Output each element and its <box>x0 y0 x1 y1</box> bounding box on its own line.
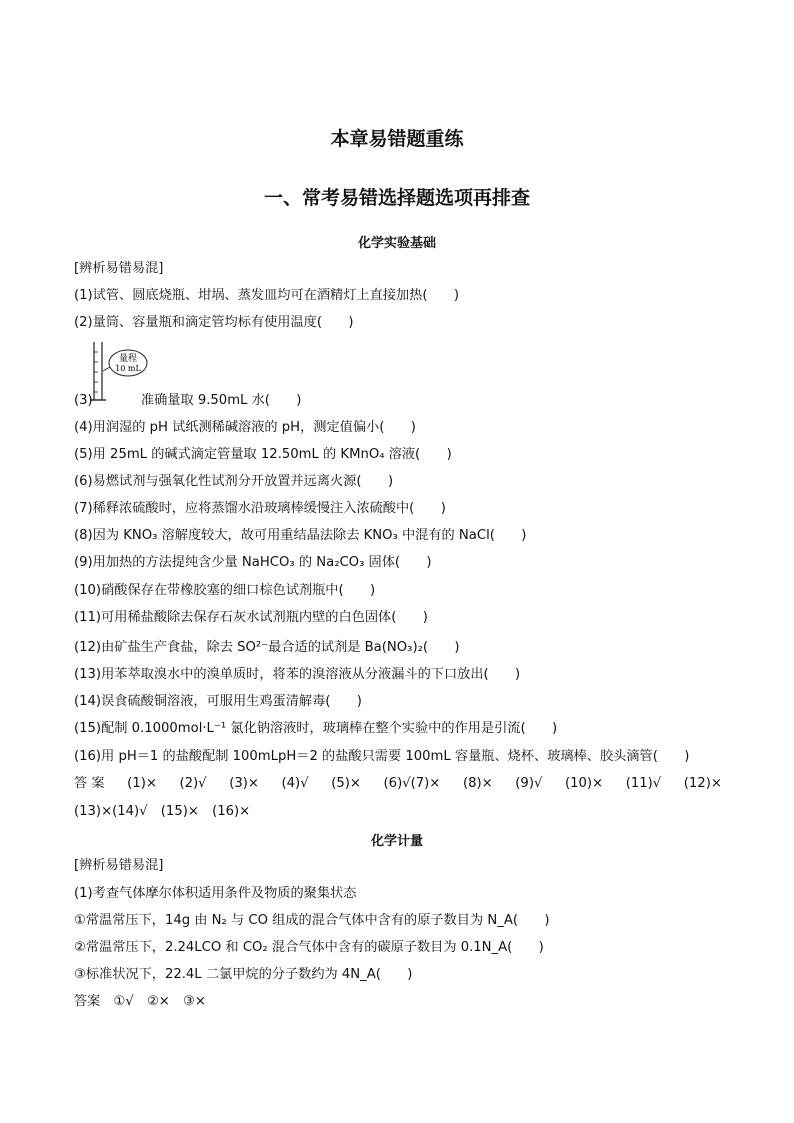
question-14: (14)误食硫酸铜溶液，可服用生鸡蛋清解毒( ) <box>74 694 362 709</box>
answer-cell: (12)× <box>683 776 722 791</box>
answer-key-row-2: (13)×(14)√ (15)× (16)× <box>74 804 251 819</box>
answer-cell: (4)√ <box>281 776 309 791</box>
answer-cell: (1)× <box>127 776 157 791</box>
answer-cell: (8)× <box>462 776 493 791</box>
question-6: (6)易燃试剂与强氧化性试剂分开放置并远离火源( ) <box>74 474 394 489</box>
question-4: (4)用润湿的 pH 试纸测稀碱溶液的 pH，测定值偏小( ) <box>74 420 416 435</box>
question-13: (13)用苯萃取溴水中的溴单质时，将苯的溴溶液从分液漏斗的下口放出( ) <box>74 667 521 682</box>
question-s2-1: (1)考查气体摩尔体积适用条件及物质的聚集状态 <box>74 886 357 901</box>
question-15: (15)配制 0.1000mol·L⁻¹ 氯化钠溶液时，玻璃棒在整个实验中的作用是引流( ) <box>74 721 558 736</box>
question-8: (8)因为 KNO₃ 溶解度较大，故可用重结晶法除去 KNO₃ 中混有的 NaCl( ) <box>74 528 527 543</box>
question-3: (3) 准确量取 9.50mL 水( ) <box>74 393 302 408</box>
answer-key-s2: 答案 ①√ ②× ③× <box>74 994 206 1009</box>
answer-cell: (3)× <box>229 776 259 791</box>
answer-cell: (10)× <box>564 776 604 791</box>
question-7: (7)稀释浓硫酸时，应将蒸馏水沿玻璃棒缓慢注入浓硫酸中( ) <box>74 501 446 516</box>
question-s2-1c: ③标准状况下，22.4L 二氯甲烷的分子数约为 4N_A( ) <box>74 967 413 982</box>
question-s2-1b: ②常温常压下，2.24LCO 和 CO₂ 混合气体中含有的碳原子数目为 0.1N_A( ) <box>74 940 544 955</box>
question-2: (2)量筒、容量瓶和滴定管均标有使用温度( ) <box>74 315 354 330</box>
question-11: (11)可用稀盐酸除去保存石灰水试剂瓶内壁的白色固体( ) <box>74 610 428 625</box>
question-16: (16)用 pH＝1 的盐酸配制 100mLpH＝2 的盐酸只需要 100mL 容量瓶、烧杯、玻璃棒、胶头滴管( ) <box>74 749 690 764</box>
question-10: (10)硝酸保存在带橡胶塞的细口棕色试剂瓶中( ) <box>74 583 376 598</box>
section-heading-experiment: 化学实验基础 <box>357 236 436 251</box>
cylinder-label-volume: 10 mL <box>115 364 141 373</box>
question-5: (5)用 25mL 的碱式滴定管量取 12.50mL 的 KMnO₄ 溶液( ) <box>74 447 452 462</box>
question-1: (1)试管、圆底烧瓶、坩埚、蒸发皿均可在酒精灯上直接加热( ) <box>74 288 460 303</box>
answer-cell: (9)√ <box>515 776 543 791</box>
question-12: (12)由矿盐生产食盐，除去 SO²⁻最合适的试剂是 Ba(NO₃)₂( ) <box>74 640 460 655</box>
section-label: [辨析易错易混] <box>74 261 164 276</box>
question-9: (9)用加热的方法提纯含少量 NaHCO₃ 的 Na₂CO₃ 固体( ) <box>74 555 432 570</box>
answer-key-cells <box>74 775 722 793</box>
section2-label: [辨析易错易混] <box>74 858 164 873</box>
answer-key-row-1 <box>74 775 734 793</box>
question-s2-1a: ①常温常压下，14g 由 N₂ 与 CO 组成的混合气体中含有的原子数目为 N_A( ) <box>74 913 550 928</box>
chapter-title: 本章易错题重练 <box>330 128 464 150</box>
answer-cell: (2)√ <box>179 776 207 791</box>
question-3-text: 准确量取 9.50mL 水( ) <box>140 393 302 408</box>
answer-cell: (11)√ <box>625 776 662 791</box>
answer-cell: (6)√(7)× <box>383 776 441 791</box>
section-subtitle: 一、常考易错选择题选项再排查 <box>263 187 530 209</box>
section-heading-measurement: 化学计量 <box>370 834 423 849</box>
answer-cell: (5)× <box>331 776 361 791</box>
answer-label: 答 案 <box>74 776 105 791</box>
cylinder-label-range: 量程 <box>118 354 138 364</box>
